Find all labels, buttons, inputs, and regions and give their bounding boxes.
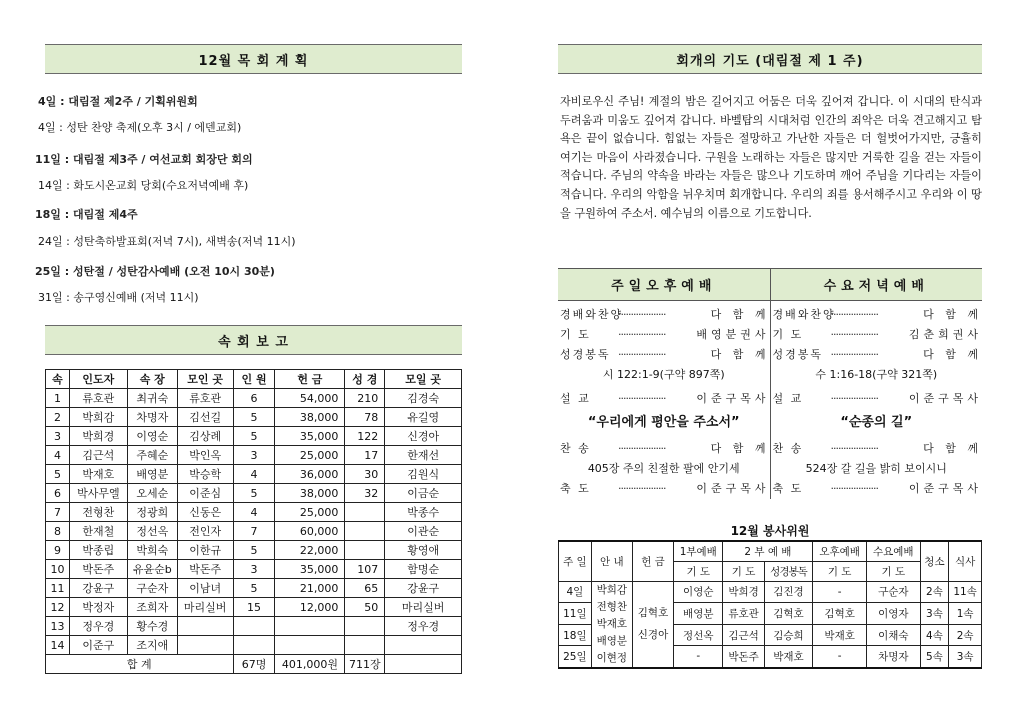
attendance-cell [177, 636, 233, 655]
vol-cell: 박재호 [813, 624, 867, 646]
guide-name: 박희감 [596, 583, 628, 596]
attendance-cell: 강윤구 [69, 579, 127, 598]
attendance-cell: 배영분 [127, 465, 177, 484]
attendance-cell: 박정자 [69, 598, 127, 617]
attendance-cell: 황수경 [127, 617, 177, 636]
vol-cell: 정선옥 [674, 624, 723, 646]
order-dots: ··················· [618, 348, 666, 361]
attendance-cell: 5 [233, 579, 275, 598]
attendance-cell: 차명자 [127, 408, 177, 427]
attendance-header: 헌 금 [275, 370, 345, 389]
vol-head: 수요예배 [866, 541, 920, 561]
order-dots: ··················· [618, 482, 666, 495]
attendance-cell [275, 636, 345, 655]
order-line [771, 305, 983, 325]
order-line [558, 325, 770, 345]
attendance-cell: 신경아 [385, 427, 462, 446]
vol-head: 안 내 [591, 541, 632, 581]
attendance-cell: 30 [345, 465, 385, 484]
wednesday-order [771, 301, 983, 499]
attendance-cell: 박희경 [69, 427, 127, 446]
attendance-cell: 5 [233, 484, 275, 503]
vol-cell: - [813, 646, 867, 668]
attendance-cell: 이준심 [177, 484, 233, 503]
order-dots: ··················· [830, 328, 878, 341]
attendance-cell: 54,000 [275, 389, 345, 408]
attendance-cell: 9 [46, 541, 70, 560]
vol-cell: 구순자 [866, 581, 920, 603]
hymn-title: 524장 갈 길을 밝히 보이시니 [805, 462, 947, 475]
order-line [771, 325, 983, 345]
attendance-cell: 구순자 [127, 579, 177, 598]
attendance-cell: 7 [233, 522, 275, 541]
attendance-header: 속 [46, 370, 70, 389]
attendance-cell: 최귀숙 [127, 389, 177, 408]
vol-head: 1부예배 [674, 541, 723, 561]
attendance-cell: 류호관 [69, 389, 127, 408]
vol-cell: 박희경 [723, 581, 764, 603]
attendance-cell [345, 503, 385, 522]
attendance-cell: 박재호 [69, 465, 127, 484]
attendance-cell: 박인옥 [177, 446, 233, 465]
vol-head: 기 도 [674, 561, 723, 581]
order-dots: ··················· [830, 308, 878, 321]
vol-cell: 배영분 [674, 603, 723, 625]
order-label: 찬 송 [772, 442, 804, 455]
attendance-cell: 마리실버 [385, 598, 462, 617]
order-line [558, 389, 770, 409]
attendance-cell: 1 [46, 389, 70, 408]
order-dots: ··················· [830, 392, 878, 405]
table-row [46, 636, 462, 655]
attendance-cell: 함명순 [385, 560, 462, 579]
order-label: 축 도 [560, 482, 591, 495]
attendance-cell: 이한규 [177, 541, 233, 560]
order-value: 이준구목사 [696, 392, 770, 405]
attendance-cell: 김근석 [69, 446, 127, 465]
order-label: 경배와찬양 [772, 308, 836, 321]
total-cell [385, 655, 462, 674]
attendance-cell: 신동은 [177, 503, 233, 522]
order-label: 성경봉독 [772, 348, 824, 361]
attendance-cell: 4 [233, 465, 275, 484]
attendance-cell: 박종수 [385, 503, 462, 522]
order-line [771, 345, 983, 365]
attendance-header: 속 장 [127, 370, 177, 389]
order-value: 김춘희권사 [908, 328, 982, 341]
plan-item: 18일 : 대림절 제4주 [35, 208, 138, 221]
offering-name: 김혁호 [637, 607, 669, 619]
attendance-cell: 4 [46, 446, 70, 465]
attendance-cell: 7 [46, 503, 70, 522]
table-row [46, 408, 462, 427]
order-value: 다 함 께 [710, 442, 770, 455]
attendance-cell: 12,000 [275, 598, 345, 617]
attendance-cell: 2 [46, 408, 70, 427]
vol-cell: 11속 [949, 581, 982, 603]
sermon-title: “우리에게 평안을 주소서” [587, 415, 740, 430]
order-dots: ··················· [830, 348, 878, 361]
attendance-cell: 오세순 [127, 484, 177, 503]
vol-head: 기 도 [723, 561, 764, 581]
attendance-cell: 조희자 [127, 598, 177, 617]
attendance-cell: 김원식 [385, 465, 462, 484]
table-row [46, 522, 462, 541]
vol-cell: 2속 [949, 624, 982, 646]
offering-name: 신경아 [637, 629, 669, 641]
attendance-header: 인 원 [233, 370, 275, 389]
attendance-cell: 3 [233, 560, 275, 579]
total-cell: 합 계 [46, 655, 234, 674]
attendance-cell: 35,000 [275, 427, 345, 446]
vol-cell: 2속 [920, 581, 949, 603]
attendance-cell: 5 [46, 465, 70, 484]
prayer-text: 자비로우신 주님! 계절의 밤은 길어지고 어둠은 더욱 깊어져 갑니다. 이 시대의 탄식과 두려움과 미움도 깊어져 갑니다. 바벨탑의 시대처럼 인간의 죄악은 더욱 견고해지고 탐욕은 끝이 없습니다. 힘없는 자들은 절망하고 가난한 자들은 더 헐벗어가지만, 긍휼히 여기는 마음이 사라졌습니다. 구원을 노래하는 자들은 많지만 거룩한 길을 걷는 자들이 적습니다. 주님의 약속을 바라는 자들은 많으나 기도하며 깨어 주님을 기다리는 자들이 적습니다. 우리의 악함을 뉘우치며 회개합니다. 우리의 죄를 용서해주시고 우리와 이 땅을 구원하여 주소서. 예수님의 이름으로 기도합니다. [560, 95, 982, 220]
sunday-service-title: 주일오후예배 [558, 269, 771, 301]
vol-head: 헌 금 [632, 541, 673, 581]
total-row [46, 655, 462, 674]
vol-head: 식사 [949, 541, 982, 581]
attendance-cell: 이남녀 [177, 579, 233, 598]
order-line [771, 439, 983, 459]
volunteers-title: 12월 봉사위원 [730, 524, 810, 538]
order-value: 다 함 께 [710, 308, 770, 321]
attendance-cell: 12 [46, 598, 70, 617]
vol-cell: 4일 [559, 581, 592, 603]
order-line [558, 345, 770, 365]
attendance-cell: 박희감 [69, 408, 127, 427]
guide-name: 박재호 [596, 617, 628, 630]
order-value: 다 함 께 [923, 308, 982, 321]
attendance-header: 인도자 [69, 370, 127, 389]
prayer-title: 회개의 기도 (대림절 제 1 주) [558, 44, 982, 74]
vol-head: 주 일 [559, 541, 592, 581]
order-value: 다 함 께 [710, 348, 770, 361]
order-dots: ··················· [618, 308, 666, 321]
attendance-cell: 김선길 [177, 408, 233, 427]
order-dots: ··················· [830, 482, 878, 495]
attendance-table [45, 369, 462, 674]
attendance-cell: 박돈주 [177, 560, 233, 579]
order-value: 다 함 께 [923, 442, 982, 455]
attendance-cell: 3 [46, 427, 70, 446]
table-row [46, 427, 462, 446]
sermon-title: “순종의 길” [840, 415, 913, 430]
attendance-cell: 60,000 [275, 522, 345, 541]
order-value: 배영분권사 [696, 328, 770, 341]
table-row [46, 389, 462, 408]
attendance-cell [345, 617, 385, 636]
table-row [46, 541, 462, 560]
total-cell: 401,000원 [275, 655, 345, 674]
table-row [46, 560, 462, 579]
vol-cell: 25일 [559, 646, 592, 668]
order-dots: ··················· [618, 392, 666, 405]
volunteers-table [558, 540, 982, 669]
order-value: 다 함 께 [923, 348, 982, 361]
attendance-cell: 이영순 [127, 427, 177, 446]
vol-head: 성경봉독 [764, 561, 813, 581]
plan-item: 11일 : 대림절 제3주 / 여선교회 회장단 회의 [35, 153, 253, 166]
vol-cell [632, 581, 673, 668]
attendance-cell: 강윤구 [385, 579, 462, 598]
attendance-header: 성 경 [345, 370, 385, 389]
order-line [558, 305, 770, 325]
attendance-cell: 15 [233, 598, 275, 617]
attendance-cell: 3 [233, 446, 275, 465]
attendance-cell: 박돈주 [69, 560, 127, 579]
total-cell: 67명 [233, 655, 275, 674]
wednesday-service-title: 수요저녁예배 [771, 269, 983, 301]
vol-cell: 박돈주 [723, 646, 764, 668]
attendance-title: 속 회 보 고 [45, 325, 462, 355]
attendance-cell: 17 [345, 446, 385, 465]
plan-title: 12월 목 회 계 획 [45, 44, 462, 74]
order-label: 기 도 [772, 328, 804, 341]
guide-name: 전형찬 [596, 600, 628, 613]
scripture: 수 1:16-18(구약 321쪽) [815, 368, 938, 381]
vol-cell: 18일 [559, 624, 592, 646]
table-row [46, 598, 462, 617]
attendance-cell: 6 [46, 484, 70, 503]
vol-head: 오후예배 [813, 541, 867, 561]
attendance-cell: 김상례 [177, 427, 233, 446]
attendance-header: 모인 곳 [177, 370, 233, 389]
attendance-cell: 8 [46, 522, 70, 541]
attendance-cell: 5 [233, 408, 275, 427]
attendance-cell [275, 617, 345, 636]
attendance-cell: 122 [345, 427, 385, 446]
vol-cell: 4속 [920, 624, 949, 646]
vol-cell: 1속 [949, 603, 982, 625]
order-value: 이준구목사 [908, 392, 982, 405]
vol-cell: 5속 [920, 646, 949, 668]
attendance-cell: 22,000 [275, 541, 345, 560]
vol-cell: 이영순 [674, 581, 723, 603]
attendance-cell: 박승학 [177, 465, 233, 484]
attendance-cell: 210 [345, 389, 385, 408]
attendance-cell: 전인자 [177, 522, 233, 541]
attendance-cell: 김경숙 [385, 389, 462, 408]
attendance-cell: 전형찬 [69, 503, 127, 522]
hymn-title: 405장 주의 친절한 팔에 안기세 [587, 462, 740, 475]
table-row [46, 579, 462, 598]
vol-head: 2 부 예 배 [723, 541, 813, 561]
order-line [558, 479, 770, 499]
attendance-cell: 이관순 [385, 522, 462, 541]
attendance-cell: 5 [233, 541, 275, 560]
order-value: 이준구목사 [908, 482, 982, 495]
attendance-cell: 정광희 [127, 503, 177, 522]
attendance-cell: 유윤순b [127, 560, 177, 579]
vol-cell: 김혁호 [813, 603, 867, 625]
table-row [559, 581, 982, 603]
vol-cell: 박재호 [764, 646, 813, 668]
attendance-cell [345, 636, 385, 655]
guide-name: 이현정 [596, 651, 628, 664]
attendance-cell: 50 [345, 598, 385, 617]
vol-cell: - [674, 646, 723, 668]
attendance-cell: 14 [46, 636, 70, 655]
attendance-cell: 박종립 [69, 541, 127, 560]
plan-item: 4일 : 대림절 제2주 / 기획위원회 [38, 95, 198, 108]
vol-cell: 김근석 [723, 624, 764, 646]
vol-head: 청소 [920, 541, 949, 581]
vol-cell: 차명자 [866, 646, 920, 668]
attendance-cell: 한재철 [69, 522, 127, 541]
sunday-order [558, 301, 771, 499]
attendance-cell: 박사무엘 [69, 484, 127, 503]
total-cell: 711장 [345, 655, 385, 674]
vol-cell: 11일 [559, 603, 592, 625]
table-row [46, 484, 462, 503]
attendance-cell: 마리실버 [177, 598, 233, 617]
attendance-cell: 주혜순 [127, 446, 177, 465]
attendance-cell: 한재선 [385, 446, 462, 465]
table-row [46, 465, 462, 484]
order-dots: ··················· [830, 442, 878, 455]
attendance-cell: 6 [233, 389, 275, 408]
plan-item: 31일 : 송구영신예배 (저녁 11시) [38, 291, 199, 304]
vol-cell: 류호관 [723, 603, 764, 625]
vol-cell: 3속 [949, 646, 982, 668]
plan-item: 25일 : 성탄절 / 성탄감사예배 (오전 10시 30분) [35, 265, 275, 278]
attendance-cell [345, 541, 385, 560]
order-dots: ··················· [618, 328, 666, 341]
attendance-header: 모일 곳 [385, 370, 462, 389]
attendance-cell: 황영애 [385, 541, 462, 560]
attendance-cell [385, 636, 462, 655]
order-line [771, 479, 983, 499]
attendance-cell: 25,000 [275, 446, 345, 465]
order-label: 설 교 [772, 392, 804, 405]
vol-cell: 김진경 [764, 581, 813, 603]
attendance-cell: 정우경 [385, 617, 462, 636]
order-line [558, 439, 770, 459]
attendance-cell: 107 [345, 560, 385, 579]
guide-name: 배영분 [596, 634, 628, 647]
order-dots: ··················· [618, 442, 666, 455]
vol-head: 기 도 [866, 561, 920, 581]
attendance-cell: 35,000 [275, 560, 345, 579]
table-row [46, 503, 462, 522]
attendance-cell [233, 617, 275, 636]
order-label: 기 도 [560, 328, 591, 341]
service-order [558, 268, 982, 499]
order-value: 이준구목사 [696, 482, 770, 495]
attendance-cell [345, 522, 385, 541]
attendance-cell: 36,000 [275, 465, 345, 484]
order-label: 설 교 [560, 392, 591, 405]
attendance-cell: 32 [345, 484, 385, 503]
scripture: 시 122:1-9(구약 897쪽) [602, 368, 725, 381]
attendance-cell: 38,000 [275, 408, 345, 427]
attendance-cell: 이준구 [69, 636, 127, 655]
vol-cell: - [813, 581, 867, 603]
plan-item: 14일 : 화도시온교회 당회(수요저녁예배 후) [38, 179, 249, 192]
attendance-cell: 78 [345, 408, 385, 427]
vol-cell: 3속 [920, 603, 949, 625]
attendance-cell [177, 617, 233, 636]
table-row [46, 446, 462, 465]
order-line [771, 389, 983, 409]
vol-cell: 이영자 [866, 603, 920, 625]
order-label: 경배와찬양 [560, 308, 624, 321]
plan-item: 4일 : 성탄 찬양 축제(오후 3시 / 에덴교회) [38, 121, 242, 134]
attendance-cell: 25,000 [275, 503, 345, 522]
attendance-cell: 박희숙 [127, 541, 177, 560]
plan-item: 24일 : 성탄축하발표회(저녁 7시), 새벽송(저녁 11시) [38, 235, 296, 248]
attendance-cell: 10 [46, 560, 70, 579]
vol-head: 기 도 [813, 561, 867, 581]
attendance-cell: 11 [46, 579, 70, 598]
attendance-cell [233, 636, 275, 655]
order-label: 축 도 [772, 482, 804, 495]
attendance-cell: 21,000 [275, 579, 345, 598]
attendance-cell: 65 [345, 579, 385, 598]
attendance-cell: 류호관 [177, 389, 233, 408]
attendance-cell: 정우경 [69, 617, 127, 636]
vol-cell [591, 581, 632, 668]
vol-cell: 이채숙 [866, 624, 920, 646]
attendance-cell: 13 [46, 617, 70, 636]
attendance-cell: 5 [233, 427, 275, 446]
order-label: 성경봉독 [560, 348, 611, 361]
order-label: 찬 송 [560, 442, 591, 455]
attendance-cell: 조지애 [127, 636, 177, 655]
vol-cell: 김승희 [764, 624, 813, 646]
attendance-cell: 유길영 [385, 408, 462, 427]
attendance-cell: 38,000 [275, 484, 345, 503]
table-row [46, 617, 462, 636]
attendance-cell: 이금순 [385, 484, 462, 503]
vol-cell: 김혁호 [764, 603, 813, 625]
attendance-cell: 4 [233, 503, 275, 522]
attendance-cell: 정선옥 [127, 522, 177, 541]
